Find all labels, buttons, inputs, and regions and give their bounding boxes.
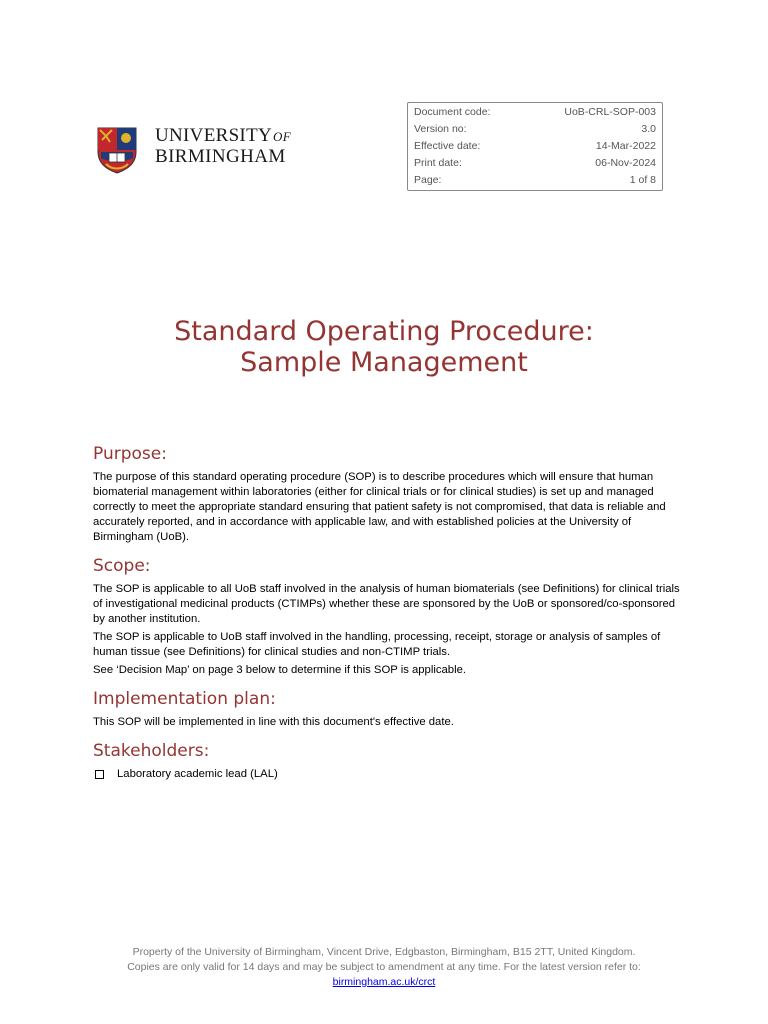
footer-validity-note: Copies are only valid for 14 days and may be subject to amendment at any time. For the latest version refer to: <box>127 961 641 973</box>
section-implementation <box>93 688 683 730</box>
scope-paragraph: The SOP is applicable to UoB staff involved in the handling, processing, receipt, storage or analysis of samples of human tissue (see Definitions) for clinical studies and non-CTIMP trials. <box>93 631 661 658</box>
stakeholders-list <box>93 767 683 782</box>
logo-birmingham-text: BIRMINGHAM <box>155 146 286 167</box>
meta-value: 06-Nov-2024 <box>595 157 656 169</box>
purpose-heading: Purpose: <box>93 444 167 464</box>
meta-value: 1 of 8 <box>629 174 656 186</box>
document-title <box>0 316 768 378</box>
meta-row-effective-date <box>414 138 656 155</box>
stakeholder-label: Laboratory academic lead (LAL) <box>117 768 278 780</box>
title-line-2: Sample Management <box>240 347 528 378</box>
logo-wordmark <box>155 126 291 167</box>
meta-row-page <box>414 172 656 189</box>
purpose-text: The purpose of this standard operating procedure (SOP) is to describe procedures which will ensure that human biomaterial management within laboratories (either for clinical trials or for clinical studies) is set up and managed correctly to meet the appropriate standard ensuring that patient safety is not compromised, that data is reliable and accurately reported, and in accordance with applicable law, and with established policies at the University of Birmingham (UoB). <box>93 471 666 543</box>
checkbox-icon <box>95 770 104 779</box>
document-meta-box <box>407 102 663 191</box>
meta-label: Page: <box>414 174 442 186</box>
logo-of-text: OF <box>273 129 291 144</box>
scope-paragraph: See ‘Decision Map’ on page 3 below to determine if this SOP is applicable. <box>93 664 467 676</box>
university-crest-icon <box>96 126 138 174</box>
section-stakeholders <box>93 740 683 782</box>
meta-label: Effective date: <box>414 140 481 152</box>
university-logo <box>96 126 306 174</box>
footer-address: Property of the University of Birmingham, Vincent Drive, Edgbaston, Birmingham, B15 2TT, United Kingdom. <box>132 946 636 958</box>
meta-value: 3.0 <box>641 123 656 135</box>
meta-label: Print date: <box>414 157 462 169</box>
meta-label: Version no: <box>414 123 467 135</box>
page-footer <box>0 945 768 990</box>
implementation-heading: Implementation plan: <box>93 689 276 709</box>
scope-paragraph: The SOP is applicable to all UoB staff involved in the analysis of human biomaterials (see Definitions) for clinical trials of investigational medicinal products (CTIMPs) whether these are sponsored by the UoB or sponsored/co-sponsored by another institution. <box>93 583 680 625</box>
list-item <box>93 767 683 782</box>
footer-link[interactable]: birmingham.ac.uk/crct <box>332 976 436 988</box>
meta-value: UoB-CRL-SOP-003 <box>564 106 656 118</box>
scope-heading: Scope: <box>93 556 151 576</box>
stakeholders-heading: Stakeholders: <box>93 741 210 761</box>
meta-value: 14-Mar-2022 <box>595 140 656 152</box>
document-body <box>93 443 683 792</box>
meta-row-version <box>414 121 656 138</box>
title-line-1: Standard Operating Procedure: <box>174 316 594 347</box>
meta-row-print-date <box>414 155 656 172</box>
logo-university-text: UNIVERSITY <box>155 125 272 146</box>
section-scope <box>93 555 683 678</box>
implementation-text: This SOP will be implemented in line with this document's effective date. <box>93 716 454 728</box>
section-purpose <box>93 443 683 545</box>
meta-row-document-code <box>414 104 656 121</box>
meta-label: Document code: <box>414 106 491 118</box>
